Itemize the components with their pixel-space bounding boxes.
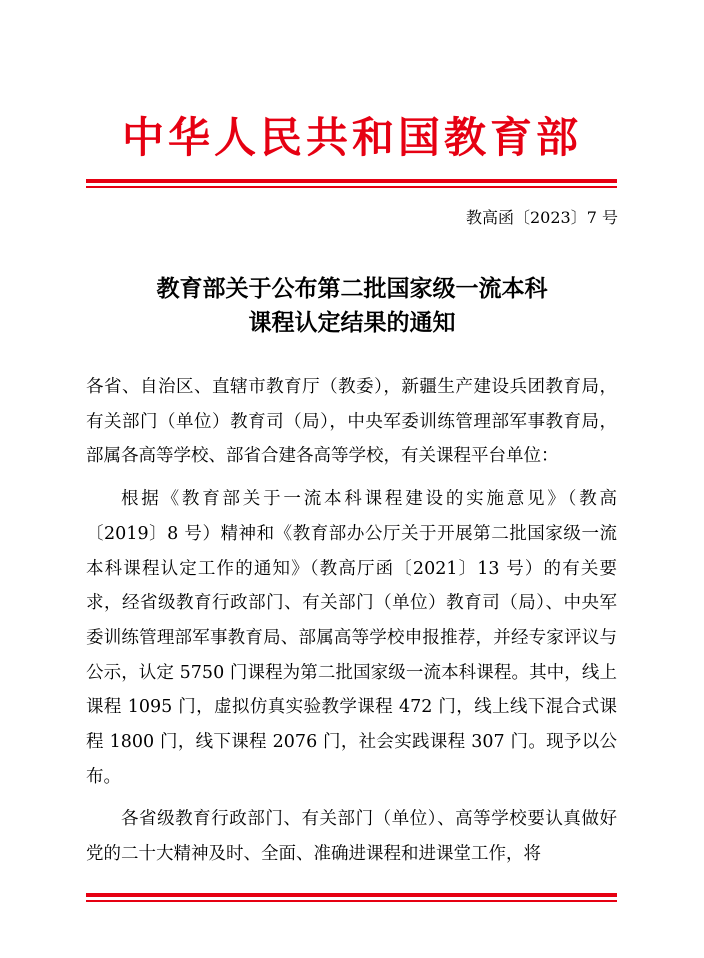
- document-body: [86, 370, 617, 872]
- salutation: 各省、自治区、直辖市教育厅（教委），新疆生产建设兵团教育局，有关部门（单位）教育司（局），中央军委训练管理部军事教育局，部属各高等学校、部省合建各高等学校，有关课程平台单位：: [86, 377, 617, 467]
- body-paragraph-1: 根据《教育部关于一流本科课程建设的实施意见》（教高〔2019〕8 号）精神和《教育部办公厅关于开展第二批国家级一流本科课程认定工作的通知》（教高厅函〔2021〕13 号）的有关要求，经省级教育行政部门、有关部门（单位）教育司（局）、中央军委训练管理部军事教育局、部属高等学校申报推荐，并经专家评议与公示，认定 5750 门课程为第二批国家级一流本科课程。其中，线上课程 1095 门，虚拟仿真实验教学课程 472 门，线上线下混合式课程 1800 门，线下课程 2076 门，社会实践课程 307 门。现予以公布。: [86, 489, 617, 787]
- document-number: 教高函〔2023〕7 号: [466, 208, 618, 227]
- document-title-line1: 教育部关于公布第二批国家级一流本科: [156, 276, 548, 302]
- document-title: [0, 272, 704, 340]
- issuing-authority-header: 中华人民共和国教育部: [121, 113, 582, 162]
- footer-red-rule-thin: [86, 900, 617, 902]
- header-red-rule-thin: [86, 186, 617, 188]
- footer-red-rule-thick: [86, 893, 617, 897]
- body-paragraph-2: 各省级教育行政部门、有关部门（单位）、高等学校要认真做好党的二十大精神及时、全面、准确进课程和进课堂工作，将: [86, 809, 617, 865]
- header-red-rule-thick: [86, 179, 617, 183]
- document-title-line2: 课程认定结果的通知: [248, 310, 456, 336]
